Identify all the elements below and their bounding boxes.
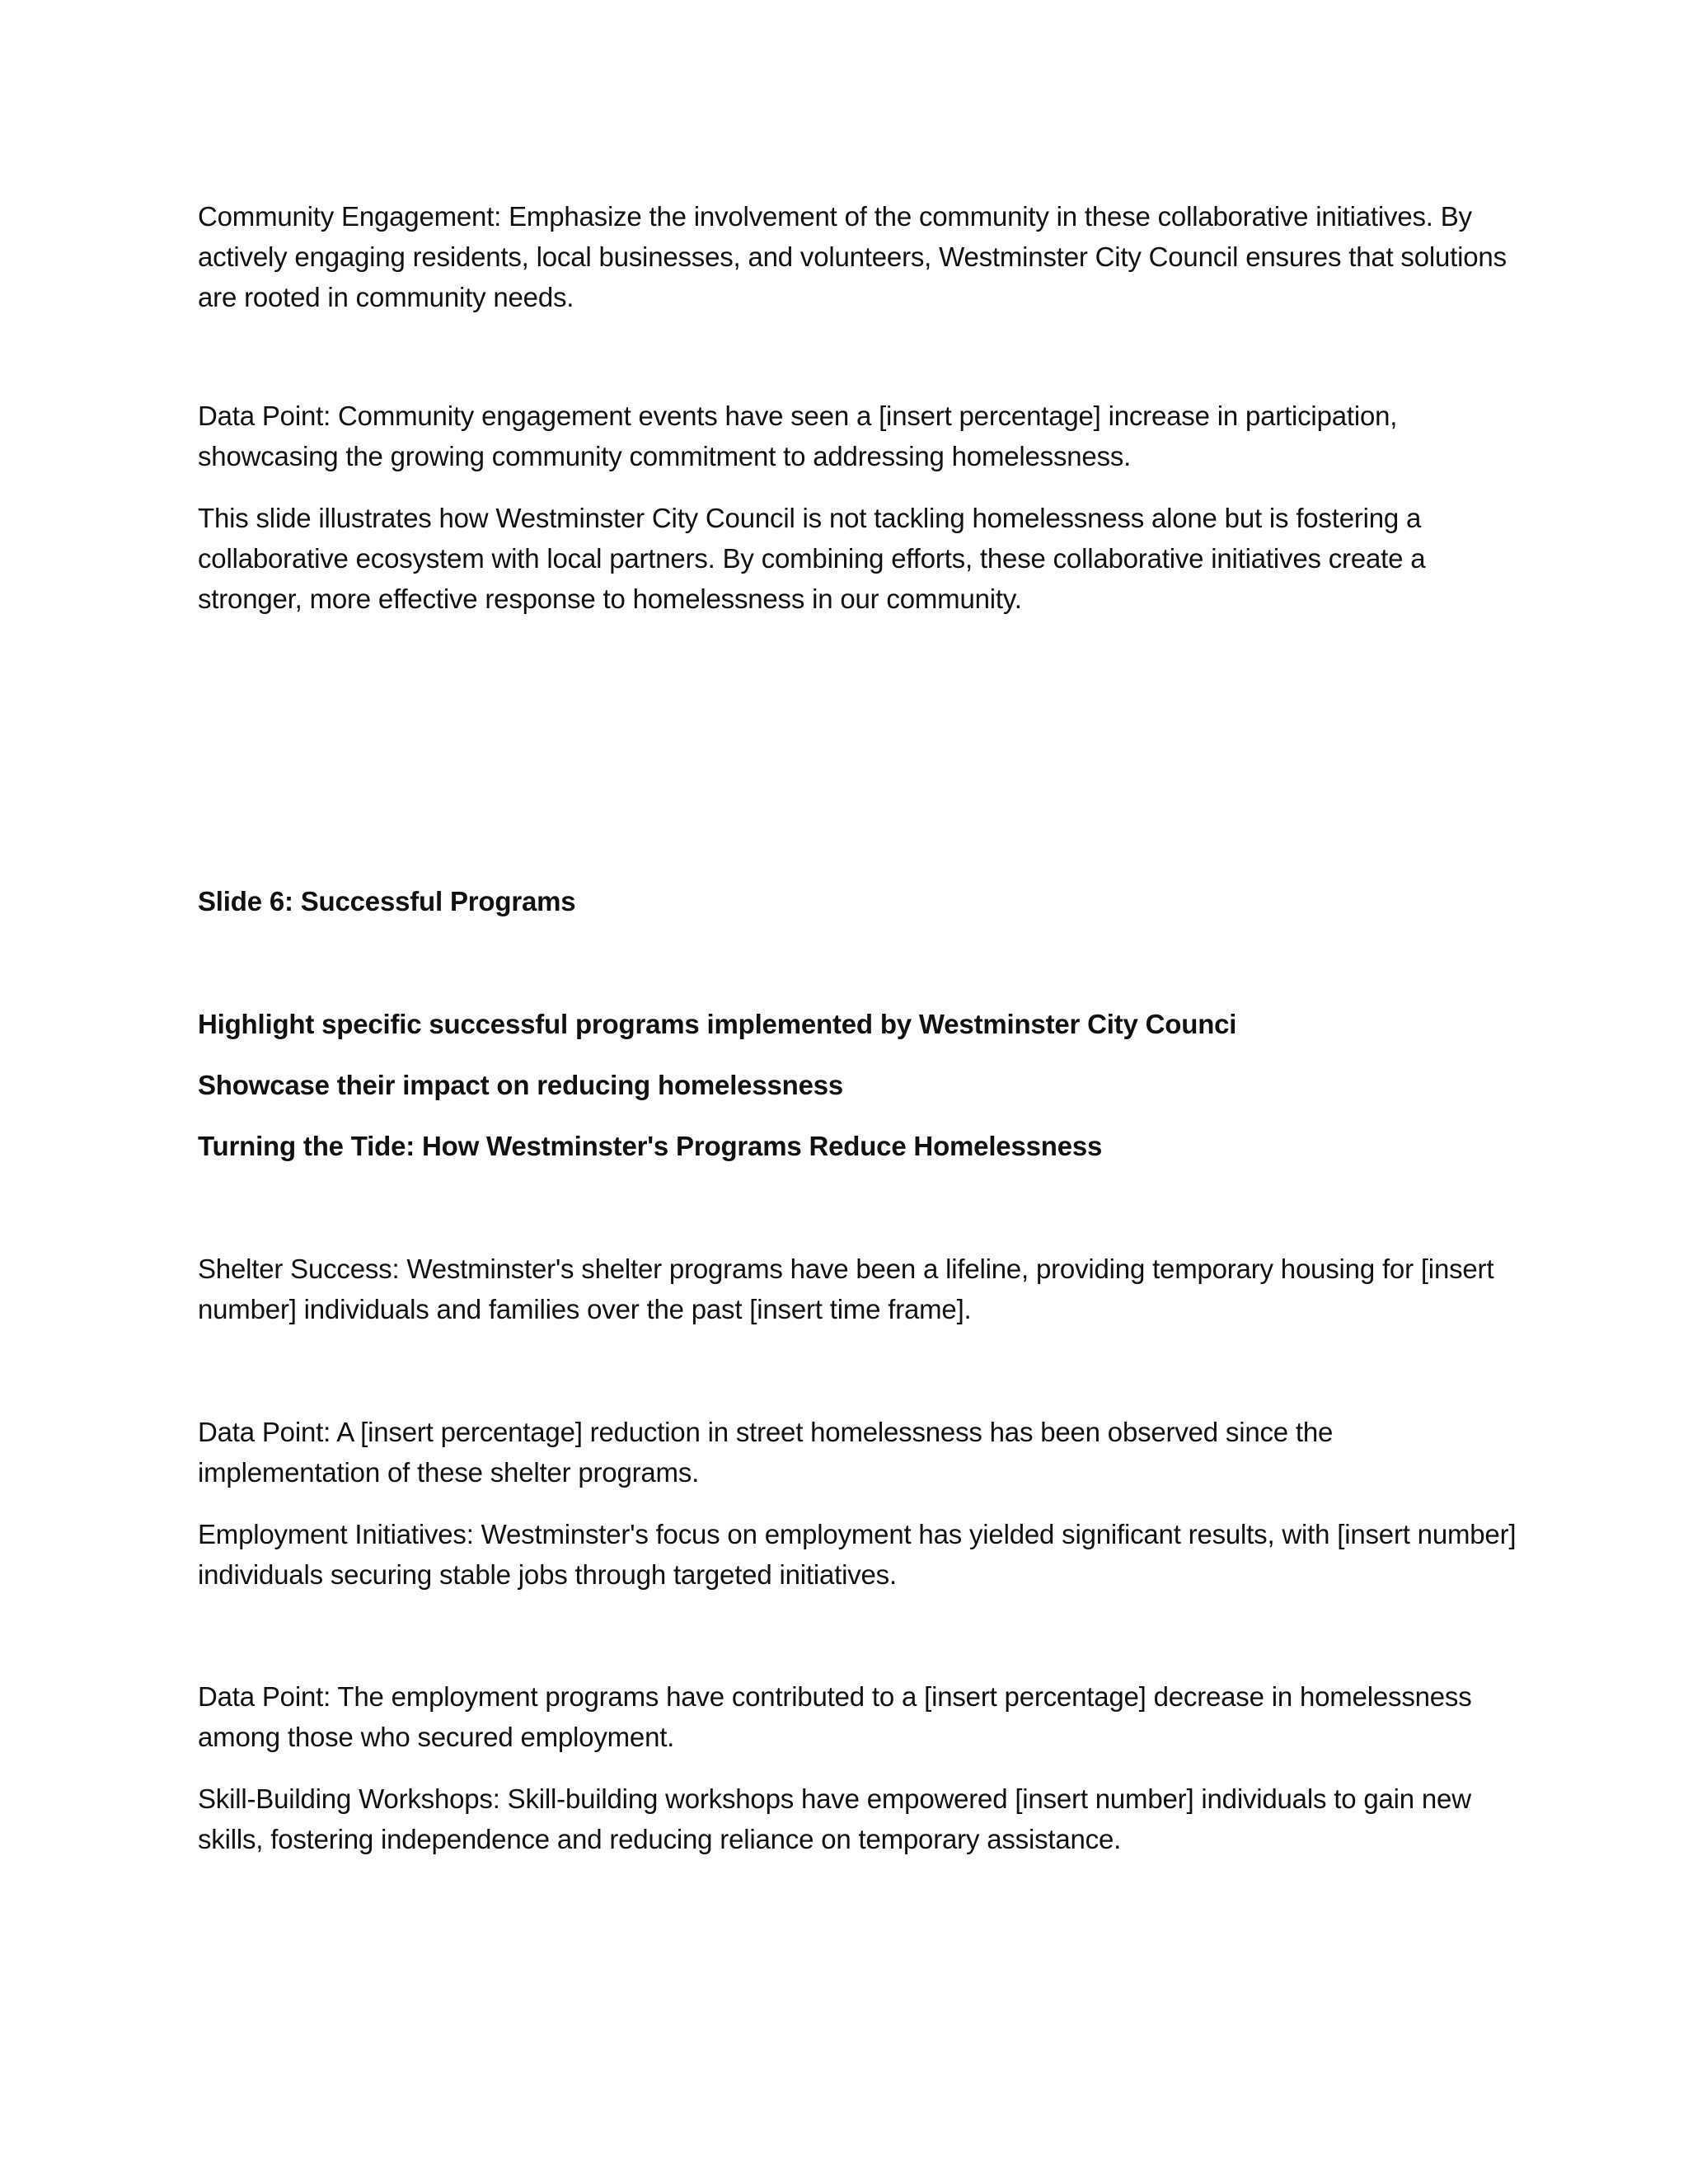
highlight-programs-heading: Highlight specific successful programs implemented by Westminster City Counci [198,1009,1237,1039]
showcase-impact-heading: Showcase their impact on reducing homelessness [198,1070,844,1100]
employment-initiatives-paragraph: Employment Initiatives: Westminster's focus on employment has yielded significant results, with [insert number] individuals securing stable jobs through targeted initiatives. [198,1519,1517,1590]
data-point-engagement-paragraph: Data Point: Community engagement events have seen a [insert percentage] increase in participation, showcasing the growing community commitment to addressing homelessness. [198,401,1398,471]
slide-summary-paragraph: This slide illustrates how Westminster City Council is not tackling homelessness alone but is fostering a collaborative ecosystem with local partners. By combining efforts, these collaborative initiatives create a stronger, more effective response to homelessness in our community. [198,503,1426,614]
data-point-shelter-paragraph: Data Point: A [insert percentage] reduction in street homelessness has been observed since the implementation of these shelter programs. [198,1417,1334,1488]
data-point-employment-paragraph: Data Point: The employment programs have contributed to a [insert percentage] decrease in homelessness among those who secured employment. [198,1681,1472,1752]
shelter-success-paragraph: Shelter Success: Westminster's shelter programs have been a lifeline, providing temporary housing for [insert number] individuals and families over the past [insert time frame]. [198,1254,1494,1324]
community-engagement-paragraph: Community Engagement: Emphasize the involvement of the community in these collaborative initiatives. By actively engaging residents, local businesses, and volunteers, Westminster City Council ensures that solutions are rooted in community needs. [198,201,1507,312]
slide6-heading: Slide 6: Successful Programs [198,886,576,916]
skill-building-paragraph: Skill-Building Workshops: Skill-building workshops have empowered [insert number] individuals to gain new skills, fostering independence and reducing reliance on temporary assistance. [198,1783,1471,1854]
turning-tide-heading: Turning the Tide: How Westminster's Programs Reduce Homelessness [198,1131,1103,1161]
